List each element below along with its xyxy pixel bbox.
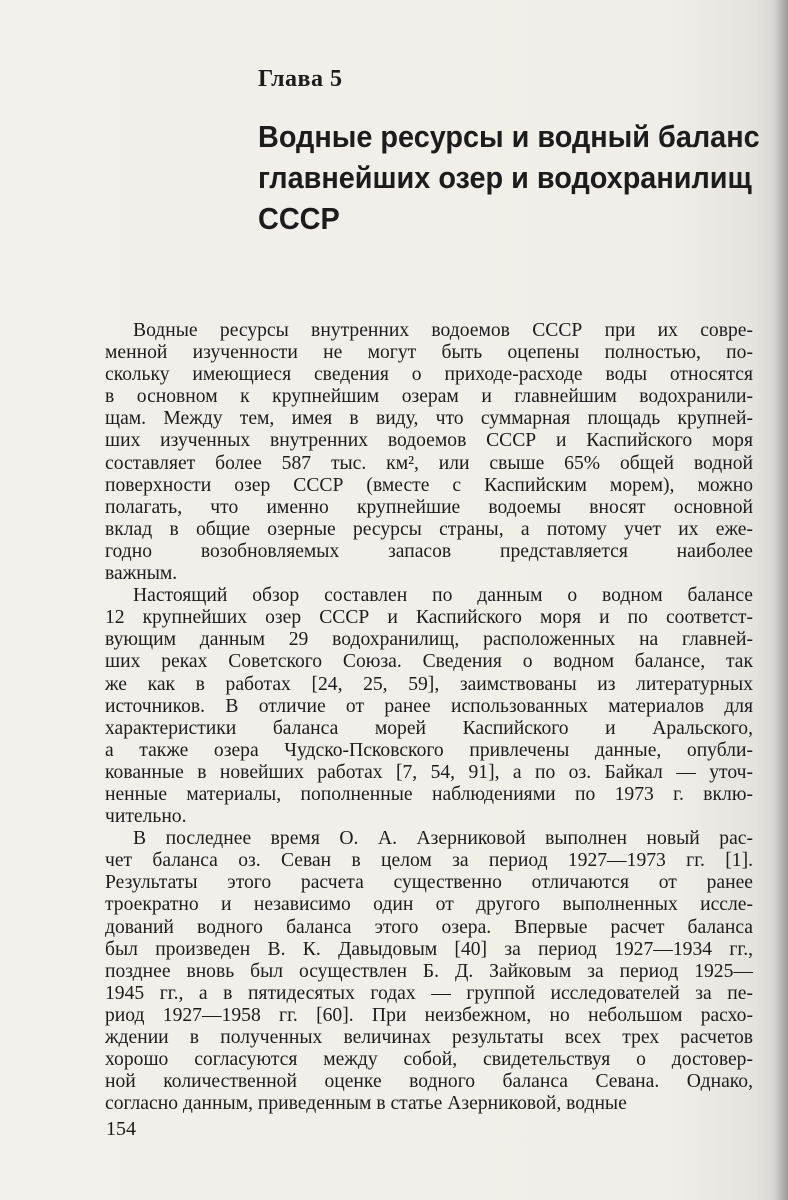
text-line: В последнее время О. А. Азерниковой выполнен новый рас- xyxy=(133,828,753,850)
chapter-title-line: СССР xyxy=(258,201,340,236)
chapter-label: Глава 5 xyxy=(258,66,343,92)
page-number: 154 xyxy=(106,1118,136,1140)
text-line: полагать, что именно крупнейшие водоемы вносят основной xyxy=(105,496,753,518)
text-line: чительно. xyxy=(105,806,187,828)
text-line: ждении в полученных величинах результаты всех трех расчетов xyxy=(105,1027,753,1048)
text-line: риод 1927—1958 гг. [60]. При неизбежном, но небольшом расхо- xyxy=(105,1004,753,1026)
text-line: ненные материалы, пополненные наблюдениями по 1973 г. вклю- xyxy=(105,783,753,805)
text-line: Результаты этого расчета существенно отличаются от ранее xyxy=(105,872,753,894)
paragraph xyxy=(105,320,753,585)
text-line: а также озера Чудско-Псковского привлечены данные, опубли- xyxy=(105,739,753,761)
text-line: чет баланса оз. Севан в целом за период 1927—1973 гг. [1]. xyxy=(105,850,753,872)
chapter-title-line: главнейших озер и водохранилищ xyxy=(258,160,752,195)
chapter-title xyxy=(258,116,760,239)
text-line: 12 крупнейших озер СССР и Каспийского моря и по соответст- xyxy=(105,607,753,629)
text-line: щам. Между тем, имея в виду, что суммарная площадь крупней- xyxy=(105,408,753,430)
text-line: согласно данным, приведенным в статье Азерниковой, водные xyxy=(105,1093,627,1115)
text-line: ших изученных внутренних водоемов СССР и Каспийского моря xyxy=(105,430,753,452)
text-line: хорошо согласуются между собой, свидетельствуя о достовер- xyxy=(105,1049,753,1071)
text-line: вклад в общие озерные ресурсы страны, а потому учет их еже- xyxy=(105,518,753,540)
text-line: троекратно и независимо один от другого выполненных иссле- xyxy=(105,894,753,916)
text-line: вующим данным 29 водохранилищ, расположенных на главней- xyxy=(105,629,753,651)
text-line: поверхности озер СССР (вместе с Каспийским морем), можно xyxy=(105,474,753,496)
text-line: годно возобновляемых запасов представляется наиболее xyxy=(105,540,753,562)
paragraph xyxy=(105,828,753,1115)
text-line: дований водного баланса этого озера. Впервые расчет баланса xyxy=(105,916,753,938)
text-line: важным. xyxy=(105,563,178,585)
text-line: ших реках Советского Союза. Сведения о водном балансе, так xyxy=(105,651,753,673)
body-text xyxy=(105,320,753,1115)
text-line: скольку имеющиеся сведения о приходе-расходе воды относятся xyxy=(105,364,753,386)
text-line: характеристики баланса морей Каспийского и Аральского, xyxy=(105,717,753,739)
text-line: ной количественной оценке водного баланса Севана. Однако, xyxy=(105,1071,753,1093)
chapter-title-line: Водные ресурсы и водный баланс xyxy=(258,119,760,154)
text-line: же как в работах [24, 25, 59], заимствованы из литературных xyxy=(105,673,753,695)
text-line: позднее вновь был осуществлен Б. Д. Зайковым за период 1925— xyxy=(105,960,753,982)
text-line: Настоящий обзор составлен по данным о водном балансе xyxy=(133,585,753,607)
text-line: менной изученности не могут быть оцепены полностью, по- xyxy=(105,342,753,364)
text-line: 1945 гг., а в пятидесятых годах — группой исследователей за пе- xyxy=(105,982,753,1004)
text-line: в основном к крупнейшим озерам и главнейшим водохранили- xyxy=(105,386,753,408)
text-line: составляет более 587 тыс. км², или свыше 65% общей водной xyxy=(105,452,753,474)
paragraph xyxy=(105,585,753,828)
text-line: источников. В отличие от ранее использованных материалов для xyxy=(105,695,753,717)
page-edge-shadow xyxy=(774,0,788,1200)
text-line: кованные в новейших работах [7, 54, 91], а по оз. Байкал — уточ- xyxy=(105,761,753,783)
text-line: был произведен В. К. Давыдовым [40] за период 1927—1934 гг., xyxy=(105,938,753,960)
text-line: Водные ресурсы внутренних водоемов СССР при их совре- xyxy=(133,320,753,341)
